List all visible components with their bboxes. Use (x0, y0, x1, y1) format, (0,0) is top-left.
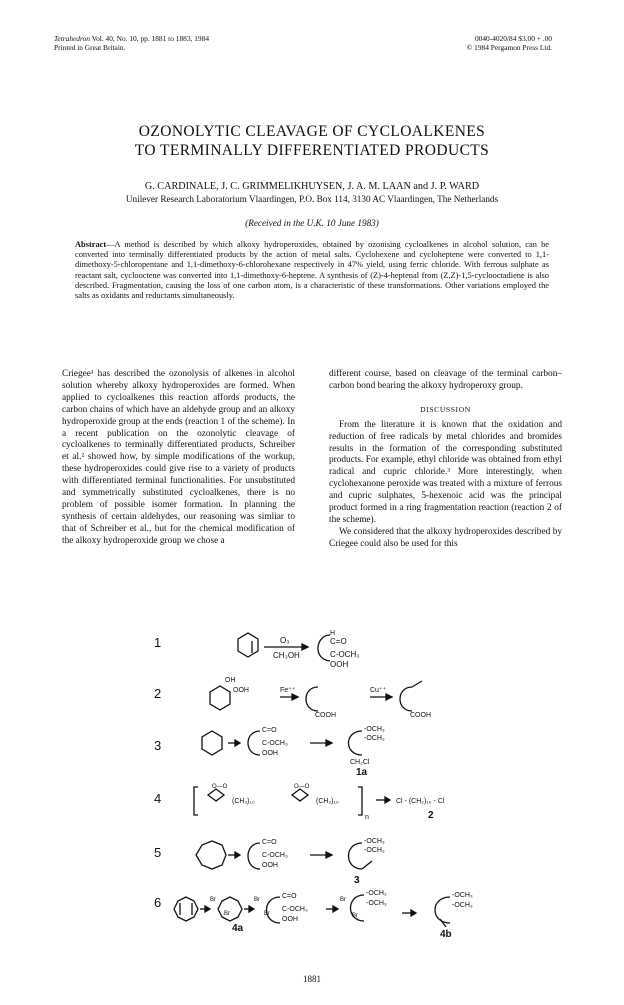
compound-label: 3 (354, 875, 360, 886)
received-date: (Received in the U.K. 10 June 1983) (245, 218, 379, 228)
atom-label: OOH (282, 916, 298, 923)
atom-label: (CH₂)₁₀ (232, 798, 255, 805)
scheme-row-number: 3 (154, 738, 162, 753)
atom-label: Br (254, 897, 260, 903)
atom-label: OOH (330, 660, 349, 669)
scheme-row-number: 4 (154, 791, 162, 806)
abstract (75, 240, 549, 301)
open-chain (318, 635, 330, 661)
atom-label: Br (210, 897, 216, 903)
reaction-5 (196, 838, 385, 886)
arrowhead (333, 906, 338, 912)
atom-label: -OCH₃ (364, 847, 385, 854)
abstract-text: —A method is described by which alkoxy hydroperoxides, obtained by ozonising cycloalkenes in alcohol solution, can be converted into terminally differentiated products by the action of metal salts. Cyclohexene and cycloheptene were converted to 1,1-dimethoxy-5-chloropentane and 1,1-dimethoxy-6-chlorohexane respectively in 47% yield, using ferric chloride. With ferrous sulphate as reactant salt, cyclooctene was converted into 1,1-dimethoxy-6-heptene. A synthesis of (Z)-4-heptenal from (Z,Z)-1,5-cyclooctadiene is also described. Fragmentation, causing the loss of one carbon atom, is a characteristic of these transformations. Other variations employed the salts as oxidants and reductants simultaneously. (75, 240, 549, 301)
atom-label: OH (225, 677, 236, 684)
atom-label: C=O (282, 893, 297, 900)
atom-label: -OCH₃ (366, 900, 387, 907)
atom-label: n (365, 814, 369, 821)
title-line-1: OZONOLYTIC CLEAVAGE OF CYCLOALKENES (138, 123, 486, 140)
atom-label: H (330, 630, 336, 637)
reagent-label: CH₃OH (273, 651, 300, 660)
open-chain (267, 897, 281, 923)
arrowhead (326, 852, 332, 858)
atom-label: COOH (315, 712, 336, 719)
reaction-2 (210, 677, 431, 719)
reaction-6 (174, 890, 473, 940)
body-left-column (62, 369, 295, 548)
scheme-drawing (140, 625, 520, 945)
arrowhead (302, 644, 308, 650)
atom-label: OOH (262, 750, 278, 757)
cyclohexane-ring (210, 686, 230, 710)
cyclohexene-ring (238, 633, 258, 657)
bracket-left (194, 787, 198, 815)
reaction-4 (194, 784, 445, 821)
compound-label: 4b (440, 929, 452, 940)
arrowhead (326, 740, 332, 746)
reaction-scheme (140, 625, 520, 945)
bracket-right (358, 787, 362, 815)
arrowhead (385, 797, 390, 803)
arrowhead (235, 740, 240, 746)
product-chain (349, 843, 363, 869)
atom-label: -OCH₃ (364, 735, 385, 742)
atom-label: C-OCH₃ (262, 740, 288, 747)
copyright: © 1984 Pergamon Press Ltd. (466, 43, 552, 52)
paragraph: different course, based on cleavage of the terminal carbon–carbon bond bearing the alkoxy hydroperoxy group. (329, 369, 562, 391)
atom-label: -OCH₃ (366, 890, 387, 897)
product-chain (349, 731, 363, 755)
running-header-left (54, 34, 209, 52)
dibromo-ring (218, 897, 242, 921)
authors: G. CARDINALE, J. C. GRIMMELIKHUYSEN, J. A. M. LAAN and J. P. WARD (144, 181, 480, 192)
atom-label: C-OCH₃ (330, 650, 360, 659)
atom-label: Br (352, 913, 358, 919)
atom-label: O—O (294, 784, 310, 790)
ozonide-ring (208, 789, 224, 801)
scheme-row-number: 5 (154, 845, 162, 860)
atom-label: OOH (262, 862, 278, 869)
reagent-label: Cu⁺⁺ (370, 687, 387, 694)
reaction-1 (238, 630, 359, 669)
journal-name: Tetrahedron (54, 34, 90, 43)
title-line-2: TO TERMINALLY DIFFERENTIATED PRODUCTS (134, 142, 490, 159)
heptenal-chain (435, 897, 450, 923)
atom-label: -OCH₃ (452, 892, 473, 899)
atom-label: COOH (410, 712, 431, 719)
paragraph: We considered that the alkoxy hydroperoxides described by Criegee could also be used for this (329, 526, 562, 549)
printed-note: Printed in Great Britain. (54, 43, 126, 52)
reagent-label: O₃ (280, 636, 290, 645)
atom-label: C=O (262, 727, 277, 734)
arrowhead (386, 694, 392, 700)
citation: Vol. 40, No. 10, pp. 1881 to 1883, 1984 (91, 34, 210, 43)
paragraph: Criegee¹ has described the ozonolysis of alkenes in alcohol solution whereby alkoxy hydroperoxides are formed. When applied to cycloalkenes this reaction affords products, the carbon chains of which have an aldehyde group and an alkoxy hydroperoxide group at the ends (reaction 1 of the scheme). In a recent publication on the ozonolytic cleavage of cycloalkenes to terminally differentiated products, Schreiber et al.² showed how, by simple modifications of the workup, these hydroperoxides could give rise to a variety of products with differentiated terminal functionalities. For unsubstituted and symmetrically substituted cycloalkenes, there is no problem of possible isomer formation. In planning the synthesis of certain aldehydes, our reasoning was simliar to that of Schreiber et al., but for the chemical modification of the alkoxy hydroperoxide group we chose a (62, 369, 295, 546)
compound-label: 1a (356, 767, 368, 778)
atom-label: Br (224, 911, 230, 917)
page-number: 1881 (303, 974, 321, 984)
cyclooctene-ring (196, 841, 226, 869)
arrowhead (205, 906, 210, 912)
atom-label: -OCH₃ (364, 726, 385, 733)
atom-label: C=O (330, 637, 347, 646)
atom-label: Cl - (CH₂)₁₀ - Cl (396, 798, 445, 805)
arrowhead (249, 906, 254, 912)
section-heading: DISCUSSION (420, 404, 471, 414)
reagent-label: Fe⁺⁺ (280, 687, 296, 694)
arrowhead (292, 694, 298, 700)
atom-label: Br (264, 911, 270, 917)
atom-label: CH₂Cl (350, 759, 370, 766)
affiliation: Unilever Research Laboratorium Vlaardingen, P.O. Box 114, 3130 AC Vlaardingen, The Netherlands (125, 194, 499, 204)
atom-label: (CH₂)₁₀ (316, 798, 339, 805)
abstract-label: Abstract (75, 240, 107, 249)
arrowhead (411, 910, 416, 916)
vinyl-bond (412, 681, 422, 687)
atom-label: -OCH₃ (452, 902, 473, 909)
atom-label: O—O (212, 784, 228, 790)
arrowhead (235, 852, 240, 858)
cyclohexene-ring (202, 731, 222, 755)
vinyl-bond (362, 861, 372, 869)
atom-label: C-OCH₃ (262, 852, 288, 859)
paragraph: From the literature it is known that the oxidation and reduction of free radicals by metal chlorides and bromides results in the formation of the corresponding substituted products. For example, ethyl chloride was obtained from ethyl radical and cupric chloride.³ More interestingly, when cyclohexanone peroxide was treated with a mixture of ferrous and cupric sulphates, 5-hexenoic acid was the principal product formed in a ring fragmentation reaction (reaction 2 of the scheme). (329, 419, 562, 525)
ozonide-ring (292, 789, 308, 801)
atom-label: OOH (233, 687, 249, 694)
running-header-right (467, 34, 552, 52)
price-code: 0040-4020/84 $3.00 + .00 (474, 34, 552, 43)
compound-label: 4a (232, 923, 244, 934)
reaction-3 (202, 726, 385, 778)
open-chain (248, 731, 260, 755)
open-chain (248, 843, 260, 869)
atom-label: -OCH₃ (364, 838, 385, 845)
compound-label: 2 (428, 810, 434, 821)
hexenoic-acid-chain (400, 687, 412, 711)
scheme-row-number: 1 (154, 635, 162, 650)
atom-label: C=O (262, 839, 277, 846)
cyclooctadiene-ring (174, 897, 198, 921)
scheme-row-number: 2 (154, 686, 162, 701)
atom-label: C-OCH₃ (282, 906, 308, 913)
scheme-row-number: 6 (154, 895, 162, 910)
body-right-column (329, 369, 562, 551)
radical-chain (306, 687, 318, 711)
atom-label: Br (340, 897, 346, 903)
paper-title (0, 122, 624, 160)
